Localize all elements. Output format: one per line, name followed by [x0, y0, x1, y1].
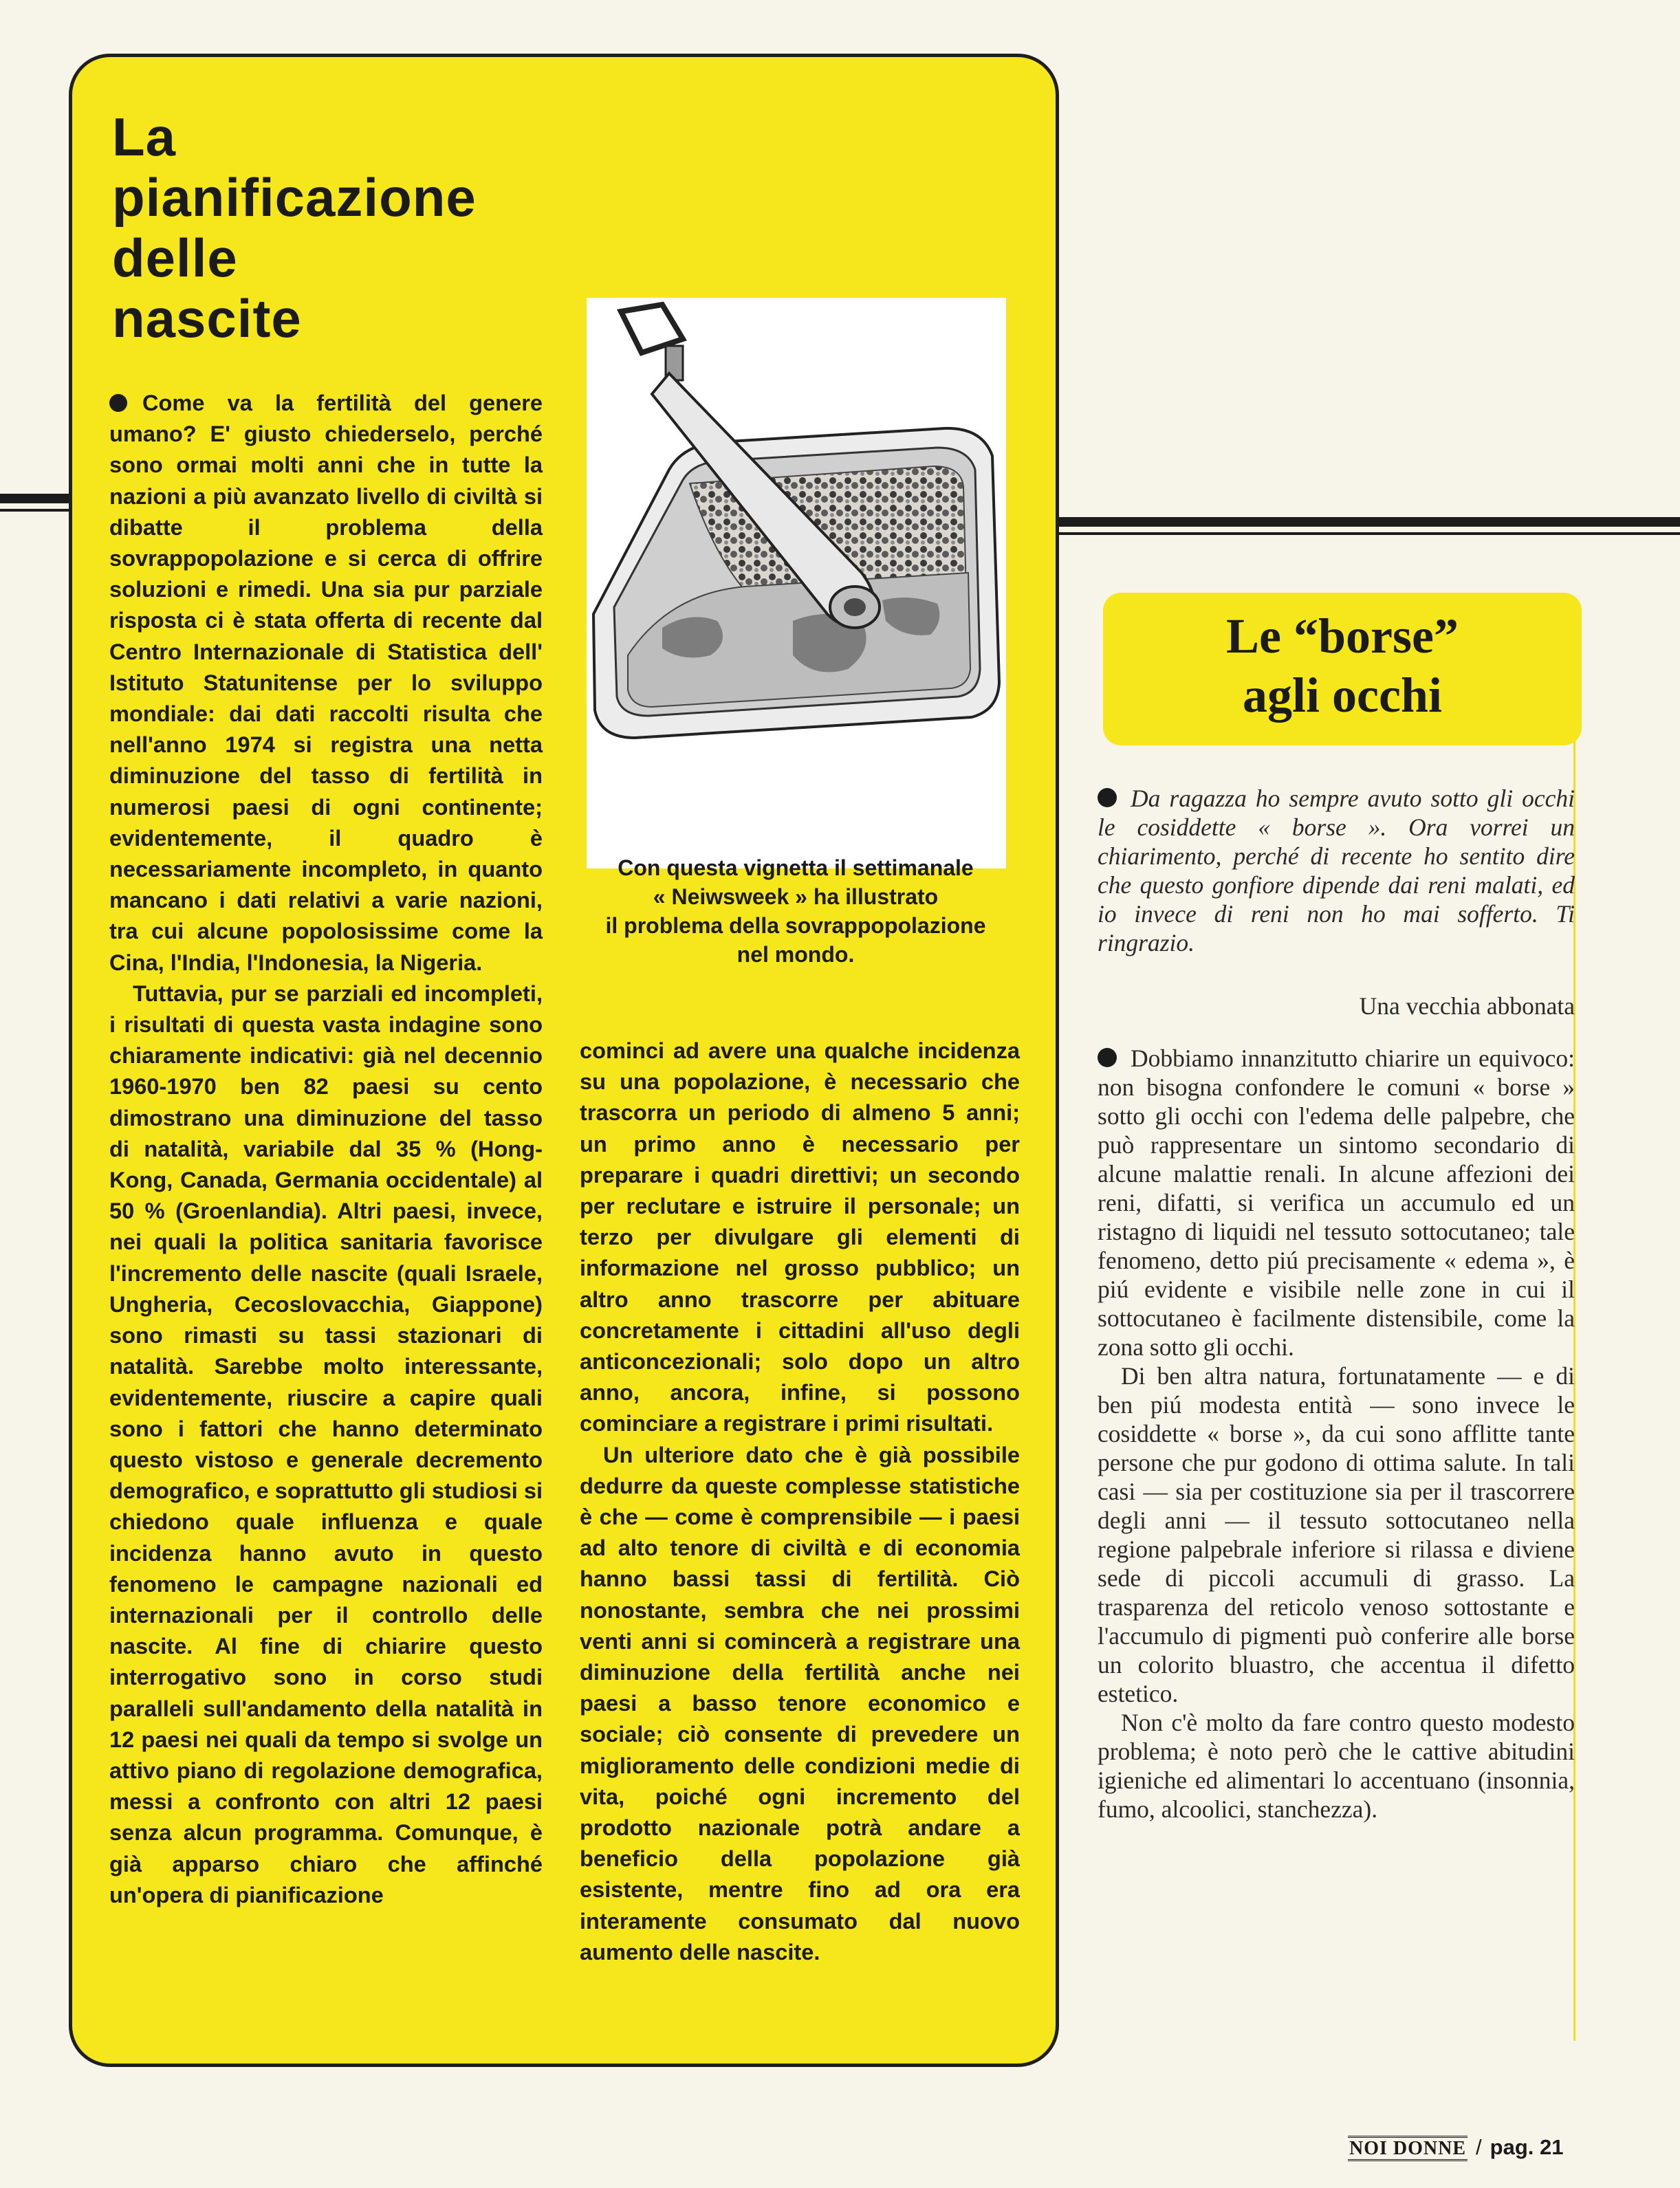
article-column-1	[109, 387, 543, 1910]
sardine-tin-globe-illustration	[587, 298, 1006, 868]
page-number: pag. 21	[1490, 2135, 1564, 2159]
page-footer	[1348, 2134, 1563, 2162]
title-line: pianificazione	[112, 167, 477, 228]
answer-paragraph: Di ben altra natura, fortunatamente — e di ben piú modesta entità — sono invece le cosiddette « borse », da cui sono afflitte tante persone che pur godono di ottima salute. In tali casi — sia per costituzione sia per il trascorrere degli anni — il tessuto sottocutaneo nella regione palpebrale inferiore si rilassa e diviene sede di piccoli accumuli di grasso. La trasparenza del reticolo venoso sottostante e l'accumulo di pigmenti può conferire alle borse un colorito bluastro, che accentua il difetto estetico.	[1098, 1362, 1575, 1707]
title-line: nascite	[112, 288, 302, 349]
article-paragraph: Tuttavia, pur se parziali ed incompleti, i risultati di questa vasta indagine sono chiaramente indicativi: già nel decennio 1960-1970 ben 82 paesi su cento dimostrano una diminuzione del tasso di natalità, variabile dal 35 % (Hong-Kong, Canada, Germania occidentale) al 50 % (Groenlandia). Altri paesi, invece, nei quali la politica sanitaria favorisce l'incremento delle nascite (quali Israele, Ungheria, Cecoslovacchia, Giappone) sono rimasti su tassi stazionari di natalità. Sarebbe molto interessante, evidentemente, riuscire a capire quali sono i fattori che hanno determinato questo vistoso e generale decremento demografico, e soprattutto gli studiosi si chiedono quale influenza e quale incidenza hanno avuto in questo fenomeno le campagne nazionali ed internazionali per il controllo delle nascite. Al fine di chiarire questo interrogativo sono in corso studi paralleli sull'andamento della natalità in 12 paesi nei quali da tempo si svolge un attivo piano di regolazione demografica, messi a confronto con altri 12 paesi senza alcun programma. Comunque, è già apparso chiaro che affinché un'opera di pianificazione	[109, 980, 543, 1907]
magazine-logo: NOI DONNE	[1348, 2136, 1468, 2161]
sidebar-title-box	[1103, 593, 1582, 745]
answer-paragraph: Dobbiamo innanzitutto chiarire un equivoco: non bisogna confondere le comuni « borse » sotto gli occhi con l'edema delle palpebre, che può rappresentare un sintomo secondario di alcune malattie renali. In alcune affezioni dei reni, difatti, si verifica un accumulo ed un ristagno di liquidi nel tessuto sottocutaneo; tale fenomeno, detto piú precisamente « edema », è piú evidente e visibile nelle zone in cui il sottocutaneo è facilmente distensibile, come la zona sotto gli occhi.	[1098, 1044, 1575, 1361]
bullet-icon	[1098, 788, 1117, 807]
cartoon-illustration	[587, 298, 1006, 868]
answer-paragraph: Non c'è molto da fare contro questo modesto problema; è noto però che le cattive abitudini igieniche ed alimentari lo accentuano (insonnia, fumo, alcoolici, stanchezza).	[1098, 1709, 1575, 1823]
article-box	[69, 54, 1059, 2067]
article-column-2	[580, 1035, 1020, 1967]
expert-answer	[1098, 1044, 1575, 1824]
article-title	[112, 107, 477, 349]
title-line: delle	[112, 228, 238, 288]
reader-question: Da ragazza ho sempre avuto sotto gli occhi le cosiddette « borse ». Ora vorrei un chiarimento, perché di recente ho sentito dire che questo gonfiore dipende dai reni malati, ed io invece di reni non ho mai sofferto. Ti ringrazio.	[1098, 785, 1575, 956]
article-paragraph: Come va la fertilità del genere umano? E' giusto chiederselo, perché sono ormai molti anni che in tutte la nazioni a più avanzato livello di civiltà si dibatte il problema della sovrappopolazione e si cerca di offrire soluzioni e rimedi. Una sia pur parziale risposta ci è stata offerta di recente dal Centro Internazionale di Statistica dell' Istituto Statunitense per lo sviluppo mondiale: dai dati raccolti risulta che nell'anno 1974 si registra una netta diminuzione del tasso di fertilità in numerosi paesi di ogni continente; evidentemente, il quadro è necessariamente incompleto, in quanto mancano i dati relativi a varie nazioni, tra cui alcune popolosissime come la Cina, l'India, l'Indonesia, la Nigeria.	[109, 390, 543, 975]
bullet-icon	[109, 394, 127, 412]
footer-separator: /	[1476, 2135, 1482, 2159]
illustration-caption: Con questa vignetta il settimanale « Neiwsweek » ha illustrato il problema della sovrappopolazione nel mondo.	[605, 855, 986, 967]
title-line: La	[112, 107, 177, 167]
article-paragraph: Un ulteriore dato che è già possibile dedurre da queste complesse statistiche è che — come è comprensibile — i paesi ad alto tenore di civiltà e di economia hanno bassi tassi di fertilità. Ciò nonostante, sembra che nei prossimi venti anni si comincerà a registrare una diminuzione della fertilità anche nei paesi a basso tenore economico e sociale; ciò consente di prevedere un miglioramento delle condizioni medie di vita, poiché ogni incremento del prodotto nazionale potrà andare a beneficio della popolazione già esistente, mentre fino ad ora era interamente consumato dal nuovo aumento delle nascite.	[580, 1441, 1020, 1965]
section-rule-right-thin	[1059, 532, 1680, 535]
sidebar-title: Le “borse” agli occhi	[1226, 609, 1459, 723]
reader-signature: Una vecchia abbonata	[1359, 992, 1575, 1020]
section-rule-right	[1059, 517, 1680, 527]
article-paragraph: cominci ad avere una qualche incidenza su una popolazione, è necessario che trascorra un periodo di almeno 5 anni; un primo anno è necessario per preparare i quadri direttivi; un secondo per reclutare e istruire il personale; un terzo per divulgare gli elementi di informazione nel grosso pubblico; un altro anno trascorre per abituare concretamente i cittadini all'uso degli anticoncezionali; solo dopo un altro anno, ancora, infine, si possono cominciare a registrare i primi risultati.	[580, 1038, 1020, 1436]
bullet-icon	[1098, 1048, 1117, 1067]
